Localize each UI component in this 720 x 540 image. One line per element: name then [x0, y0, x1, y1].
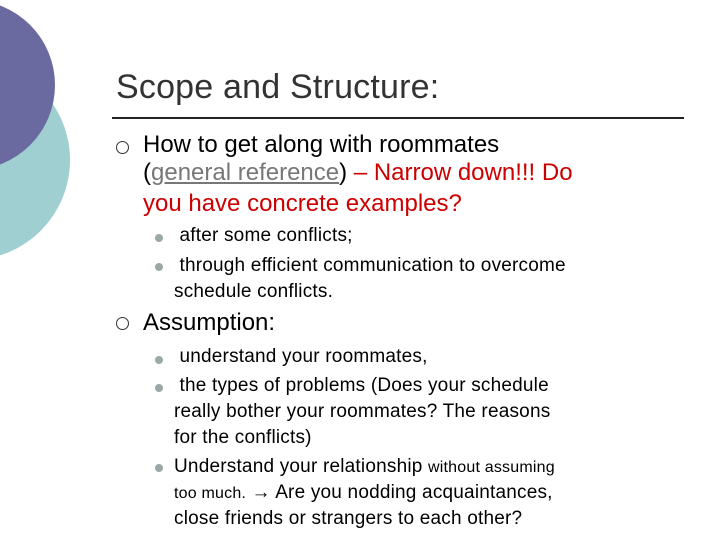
- title-underline: [112, 117, 684, 119]
- sub-bullet-dot-icon: [155, 384, 163, 392]
- paren-open: (: [143, 159, 151, 186]
- bullet1-sub2-cont: schedule conflicts.: [174, 281, 334, 302]
- bullet2-label: Assumption:: [143, 309, 276, 336]
- arrow-icon: →: [251, 482, 271, 503]
- paren-close: ): [339, 159, 354, 186]
- bullet1-line2: [143, 158, 573, 188]
- bullet-circle-icon: [116, 141, 129, 154]
- sub-bullet-dot-icon: [155, 464, 163, 472]
- bullet2-sub2: the types of problems (Does your schedule: [179, 375, 549, 396]
- sub-bullet-dot-icon: [155, 263, 163, 271]
- bullet1-line3: you have concrete examples?: [143, 190, 462, 217]
- bullet1-sub2: through efficient communication to overcome: [179, 255, 566, 276]
- general-reference-text: general reference: [151, 159, 340, 186]
- sub-bullet-dot-icon: [155, 356, 163, 364]
- bullet2-sub1: understand your roommates,: [179, 346, 428, 367]
- bullet2-sub3-cont1: too much. → Are you nodding acquaintances,: [174, 482, 553, 503]
- bullet1-sub1: after some conflicts;: [179, 225, 353, 246]
- bullet-circle-icon: [116, 317, 129, 330]
- narrow-down-text: – Narrow down!!! Do: [353, 159, 573, 186]
- sub-bullet-dot-icon: [155, 234, 163, 242]
- bullet2-sub2-cont2: for the conflicts): [174, 427, 312, 448]
- decorative-circles: [0, 0, 120, 300]
- slide-title: Scope and Structure:: [116, 68, 440, 106]
- bullet1-line1: How to get along with roommates: [143, 131, 500, 158]
- bullet2-sub3: Understand your relationship without assuming: [174, 456, 555, 477]
- bullet2-sub2-cont1: really bother your roommates? The reasons: [174, 401, 551, 422]
- bullet2-sub3-cont2: close friends or strangers to each other?: [174, 508, 523, 529]
